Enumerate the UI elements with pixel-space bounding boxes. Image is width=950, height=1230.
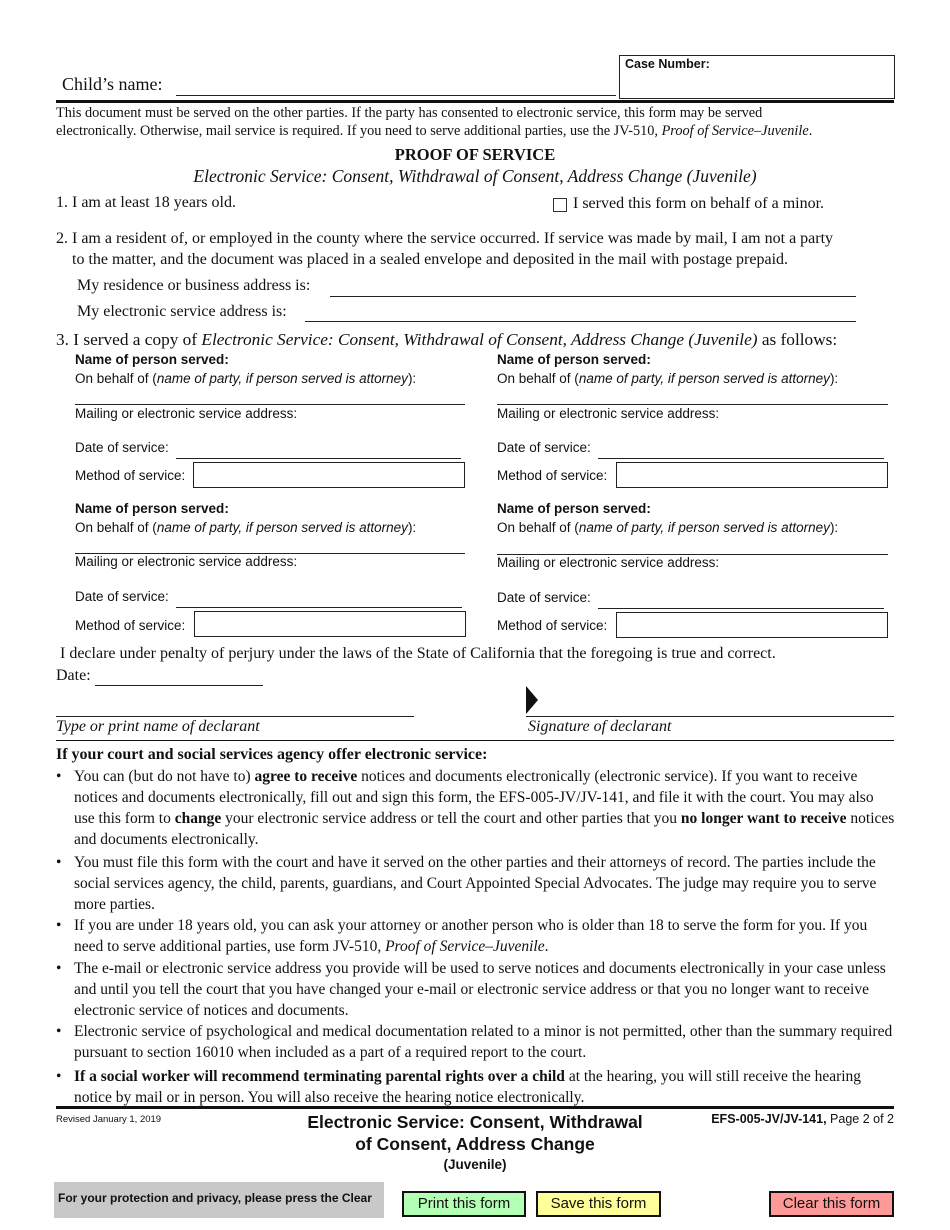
item-3-doc-title: Electronic Service: Consent, Withdrawal of Consent, Address Change (Juvenile)	[201, 330, 758, 349]
page-subtitle: Electronic Service: Consent, Withdrawal of Consent, Address Change (Juvenile)	[193, 166, 757, 186]
served-1-behalf-pre: On behalf of (	[75, 371, 157, 386]
notice-line-1: This document must be served on the other parties. If the party has consented to electronic service, this form may be served	[56, 105, 763, 121]
served-1-name-text: Name of person served	[75, 352, 225, 367]
served-3-method-label: Method of service:	[75, 618, 186, 633]
served-1-method-field[interactable]	[193, 462, 465, 488]
privacy-notice: For your protection and privacy, please press the Clear	[54, 1182, 384, 1218]
item-2-line-2: to the matter, and the document was placed in a sealed envelope and deposited in the mail with postage prepaid.	[72, 251, 789, 268]
b3-a: If you are under 18 years old, you can ask your attorney or another person who is older than 18 to serve the form for you. If you need to serve additional parties, use form JV-510,	[74, 917, 868, 955]
served-4-behalf-pre: On behalf of (	[497, 520, 579, 535]
served-3-behalf-pre: On behalf of (	[75, 520, 157, 535]
footer-title-line-2: of Consent, Address Change	[355, 1134, 595, 1154]
minor-checkbox-label: I served this form on behalf of a minor.	[573, 195, 825, 212]
served-4-behalf-post: ):	[829, 520, 839, 535]
notice-line-2-end: .	[808, 123, 813, 139]
served-2-method-field[interactable]	[616, 462, 888, 488]
case-number-label: Case Number:	[625, 57, 710, 71]
declaration-rule	[56, 740, 894, 741]
served-4-date-label: Date of service:	[497, 590, 591, 605]
served-3-behalf-italic: name of party, if person served is attorney	[156, 520, 408, 535]
declarant-signature-label: Signature of declarant	[528, 718, 672, 735]
childs-name-label: Child’s name:	[62, 74, 163, 94]
notice-jv510-ref: Proof of Service–Juvenile	[661, 123, 809, 139]
footer-rule	[56, 1106, 894, 1109]
service-notice	[56, 104, 906, 140]
served-2-method-label: Method of service:	[497, 468, 608, 483]
served-2-behalf-post: ):	[829, 371, 839, 386]
served-4-behalf-italic: name of party, if person served is attorney	[578, 520, 830, 535]
served-2-name-text: Name of person served	[497, 352, 647, 367]
b5-text: Electronic service of psychological and medical documentation related to a minor is not permitted, other than the summary required pursuant to section 16010 when included as a part of a required report to the court.	[74, 1023, 893, 1061]
served-2-behalf-pre: On behalf of (	[497, 371, 579, 386]
childs-name-field[interactable]	[176, 95, 616, 96]
b1-g: notices and documents electronically.	[74, 810, 895, 848]
perjury-declaration: I declare under penalty of perjury under the laws of the State of California that the foregoing is true and correct.	[60, 645, 776, 662]
residence-address-label: My residence or business address is:	[77, 277, 311, 294]
served-3-behalf-label	[75, 520, 416, 535]
footer-title	[275, 1111, 675, 1175]
served-4-name-text: Name of person served	[497, 501, 647, 516]
revised-date: Revised January 1, 2019	[56, 1114, 162, 1125]
item-3-pre: 3. I served a copy of	[56, 330, 202, 349]
served-1-behalf-italic: name of party, if person served is attorney	[156, 371, 408, 386]
b3-c: .	[544, 938, 549, 955]
item-2-line-1: 2. I am a resident of, or employed in the county where the service occurred. If service was made by mail, I am not a party	[56, 230, 834, 247]
served-2-date-label: Date of service:	[497, 440, 591, 455]
served-4-method-label: Method of service:	[497, 618, 608, 633]
info-bullet-3: • If you are under 18 years old, you can ask your attorney or another person who is older than 18 to serve the form for you. If you need to serve additional parties, use form JV-510, Proof of Service–Juvenile.	[56, 917, 868, 955]
served-1-date-label: Date of service:	[75, 440, 169, 455]
b1-c: notices and documents electronically (electronic service). If you want to receive notices and documents electronically, fill out and sign this form, the EFS-005-JV/JV-141, and file it with the court. You may also use this form to	[74, 768, 874, 827]
served-3-date-field[interactable]	[176, 607, 462, 608]
signature-arrow-icon	[526, 686, 540, 714]
item-2-text	[56, 228, 916, 270]
b1-no-longer: no longer want to receive	[680, 810, 847, 827]
served-1-name-label: Name of person served:	[75, 352, 229, 367]
served-3-method-field[interactable]	[194, 611, 466, 637]
minor-checkbox[interactable]	[553, 198, 567, 212]
served-1-behalf-post: ):	[407, 371, 417, 386]
served-1-mailing-label: Mailing or electronic service address:	[75, 406, 298, 421]
served-2-behalf-label	[497, 371, 838, 386]
info-bullet-4: • The e-mail or electronic service address you provide will be used to serve notices and documents electronically in your case unless and until you tell the court that you have changed your e-mail or electronic service address or that you no longer want to receive electronic service of notices and documents.	[56, 958, 898, 1021]
form-id	[711, 1112, 894, 1126]
b3-jv510: Proof of Service–Juvenile	[385, 938, 545, 955]
footer-title-line-1: Electronic Service: Consent, Withdrawal	[307, 1112, 643, 1132]
print-form-button[interactable]: Print this form	[402, 1191, 526, 1217]
save-form-button[interactable]: Save this form	[536, 1191, 661, 1217]
served-3-name-text: Name of person served	[75, 501, 225, 516]
served-2-name-label: Name of person served:	[497, 352, 651, 367]
served-4-method-field[interactable]	[616, 612, 888, 638]
served-4-behalf-label	[497, 520, 838, 535]
clear-form-button[interactable]: Clear this form	[769, 1191, 894, 1217]
served-1-date-field[interactable]	[176, 458, 461, 459]
electronic-address-label: My electronic service address is:	[77, 303, 287, 320]
served-3-behalf-post: ):	[407, 520, 417, 535]
b6-bold: If a social worker will recommend terminating parental rights over a child	[74, 1068, 565, 1085]
served-2-behalf-italic: name of party, if person served is attorney	[578, 371, 830, 386]
case-number-field[interactable]	[619, 55, 895, 99]
b6-rest: at the hearing, you will still receive the hearing notice by mail or in person. You will also receive the hearing notice electronically.	[74, 1068, 862, 1106]
served-2-date-field[interactable]	[598, 458, 884, 459]
info-bullet-2: • You must file this form with the court and have it served on the other parties and their attorneys of record. The parties include the social services agency, the child, parents, guardians, and Court Appointed Special Advocates. The judge may require you to serve more parties.	[56, 852, 898, 915]
served-1-behalf-label	[75, 371, 416, 386]
b1-change: change	[174, 810, 222, 827]
declarant-name-field[interactable]	[56, 716, 414, 717]
footer-title-line-3: (Juvenile)	[443, 1157, 507, 1172]
served-4-date-field[interactable]	[598, 608, 884, 609]
b1-e: your electronic service address or tell the court and other parties that you	[221, 810, 681, 827]
declaration-date-label: Date:	[56, 667, 91, 684]
served-1-behalf-field[interactable]	[75, 404, 465, 405]
electronic-address-field[interactable]	[305, 321, 856, 322]
form-id-code: EFS-005-JV/JV-141,	[711, 1112, 827, 1126]
served-1-method-label: Method of service:	[75, 468, 186, 483]
b4-text: The e-mail or electronic service address you provide will be used to serve notices and documents electronically in your case unless and until you tell the court that you have changed your e-mail or electronic service address or that you no longer want to receive electronic service of notices and documents.	[74, 960, 886, 1019]
served-3-date-label: Date of service:	[75, 589, 169, 604]
declarant-name-label: Type or print name of declarant	[56, 718, 260, 735]
served-3-name-label: Name of person served:	[75, 501, 229, 516]
notice-line-2-text: electronically. Otherwise, mail service is required. If you need to serve additional parties, use the JV-510,	[56, 123, 662, 139]
info-heading: If your court and social services agency offer electronic service:	[56, 746, 488, 763]
declaration-date-field[interactable]	[95, 685, 263, 686]
info-bullet-6: • If a social worker will recommend terminating parental rights over a child at the hearing, you will still receive the hearing notice by mail or in person. You will also receive the hearing notice electronically.	[56, 1068, 862, 1106]
b2-text: You must file this form with the court and have it served on the other parties and their attorneys of record. The parties include the social services agency, the child, parents, guardians, and Court Appointed Special Advocates. The judge may require you to serve more parties.	[74, 854, 877, 913]
b1-a: You can (but do not have to)	[74, 768, 255, 785]
served-4-name-label: Name of person served:	[497, 501, 651, 516]
page-number: Page 2 of 2	[826, 1112, 894, 1126]
item-3-text	[56, 330, 837, 350]
item-3-post: as follows:	[757, 330, 838, 349]
item-1-text: 1. I am at least 18 years old.	[56, 194, 236, 211]
info-bullet-1: • You can (but do not have to) agree to receive notices and documents electronically (electronic service). If you want to receive notices and documents electronically, fill out and sign this form, the EFS-005-JV/JV-141, and file it with the court. You may also use this form to change your electronic service address or tell the court and other parties that you no longer want to receive notices and documents electronically.	[56, 768, 895, 848]
served-4-mailing-label: Mailing or electronic service address:	[497, 555, 720, 570]
page-title: PROOF OF SERVICE	[394, 145, 556, 164]
served-2-mailing-label: Mailing or electronic service address:	[497, 406, 720, 421]
residence-address-field[interactable]	[330, 296, 856, 297]
served-3-mailing-label: Mailing or electronic service address:	[75, 554, 298, 569]
header-rule	[56, 100, 894, 103]
declarant-signature-field[interactable]	[526, 716, 894, 717]
notice-line-2	[56, 122, 906, 140]
b1-agree: agree to receive	[254, 768, 358, 785]
info-bullet-5: • Electronic service of psychological and medical documentation related to a minor is not permitted, other than the summary required pursuant to section 16010 when included as a part of a required report to the court.	[56, 1021, 898, 1063]
served-2-behalf-field[interactable]	[497, 404, 888, 405]
